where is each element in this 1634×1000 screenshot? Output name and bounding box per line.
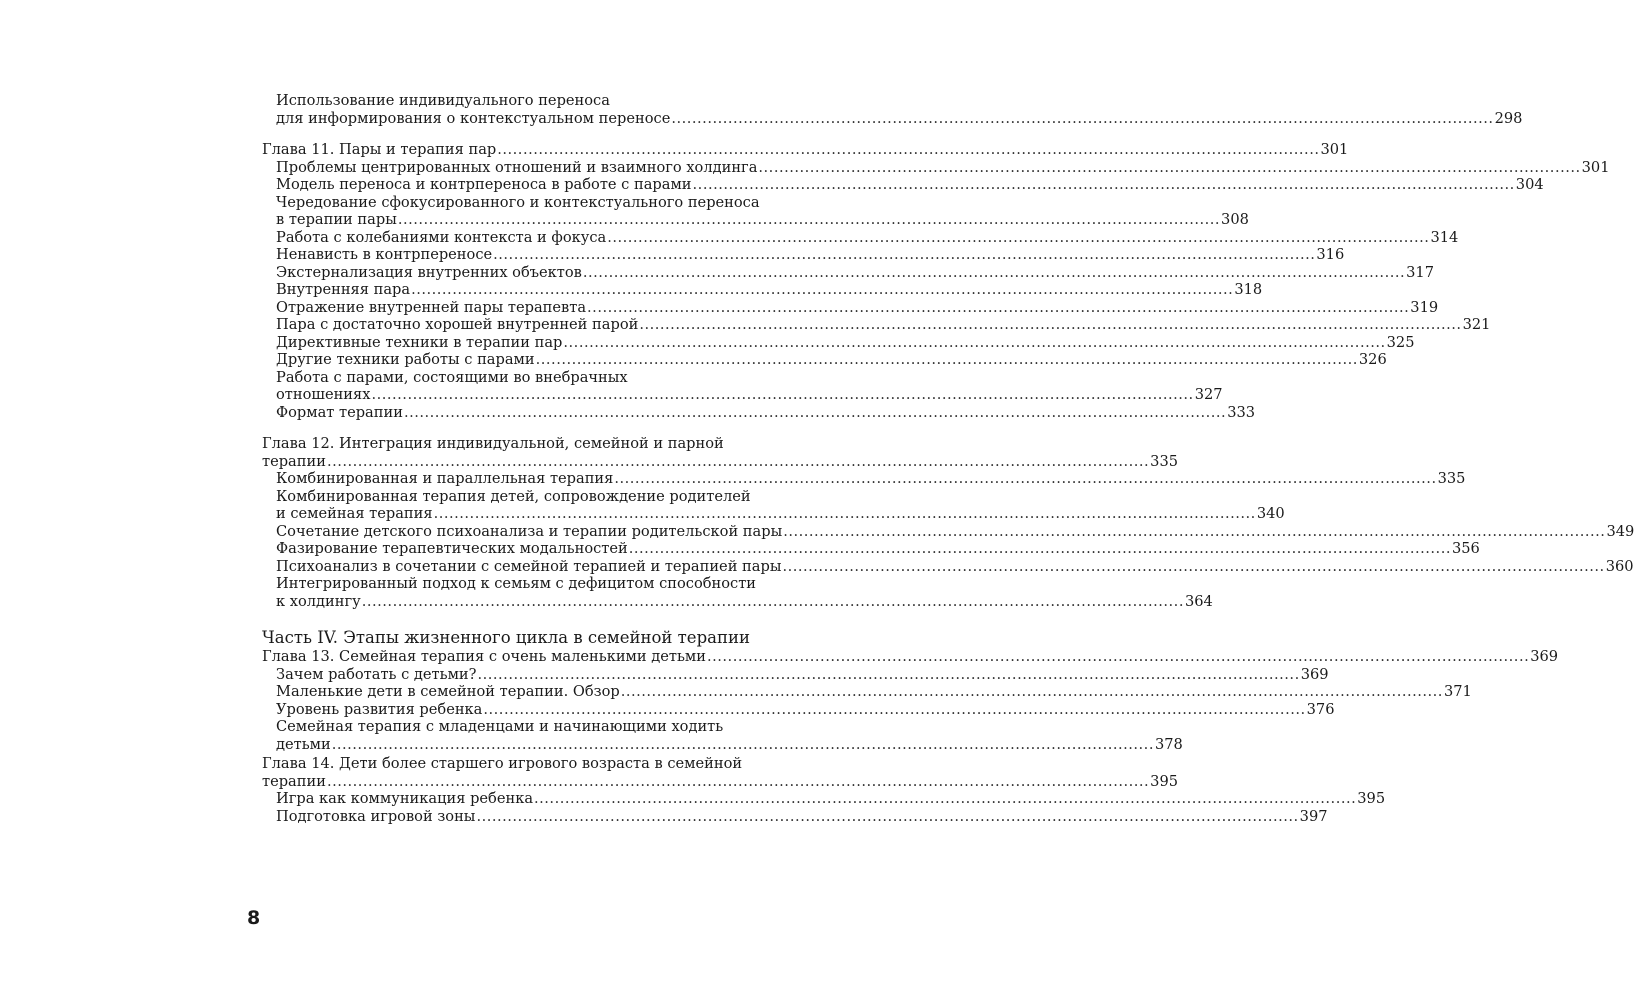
chapter-12-heading[interactable] <box>262 435 742 453</box>
toc-entry-title: Пара с достаточно хорошей внутренней парой <box>276 316 639 333</box>
toc-entry-title: Модель переноса и контрпереноса в работе с парами <box>276 176 692 193</box>
dot-leader <box>493 246 1315 264</box>
toc-entry-title: Отражение внутренней пары терапевта <box>276 298 587 316</box>
toc-entry-page: 369 <box>1300 665 1329 683</box>
toc-entry-page: 376 <box>1306 700 1335 718</box>
chapter-title: терапии <box>262 772 326 790</box>
toc-entry-page: 317 <box>1406 263 1434 281</box>
dot-leader <box>782 558 1604 576</box>
part-title: Часть IV. Этапы жизненного цикла в семейной терапии <box>262 628 750 647</box>
toc-entry-page: 364 <box>1184 592 1213 610</box>
toc-entry[interactable] <box>262 700 1335 719</box>
toc-entry-title: Семейная терапия с младенцами и начинающими ходить <box>276 718 724 735</box>
toc-entry-page: 301 <box>1581 158 1610 176</box>
toc-entry[interactable] <box>262 665 1329 684</box>
toc-entry-page: 304 <box>1515 176 1544 193</box>
toc-entry[interactable] <box>262 505 1285 523</box>
toc-entry-title: Сочетание детского психоанализа и терапии родительской пары <box>276 522 783 540</box>
toc-entry[interactable] <box>262 487 751 506</box>
chapter-11-heading[interactable] <box>262 141 1349 159</box>
toc-entry[interactable] <box>262 540 1480 558</box>
dot-leader <box>707 648 1529 666</box>
dot-leader <box>477 666 1299 684</box>
page-number: 8 <box>247 907 261 929</box>
dot-leader <box>671 110 1493 128</box>
dot-leader <box>563 334 1385 352</box>
dot-leader <box>583 264 1405 282</box>
chapter-12-heading-cont[interactable] <box>262 452 1179 471</box>
toc-entry-title: Работа с колебаниями контекста и фокуса <box>276 228 607 246</box>
toc-entry-title: Комбинированная и параллельная терапия <box>276 470 614 487</box>
dot-leader <box>614 470 1436 488</box>
toc-entry[interactable] <box>262 683 1472 701</box>
dot-leader <box>398 211 1220 229</box>
toc-entry-page: 349 <box>1606 522 1634 540</box>
toc-entry-title: Формат терапии <box>276 403 403 421</box>
dot-leader <box>434 505 1256 523</box>
toc-entry-title: детьми <box>276 735 331 753</box>
toc-entry[interactable] <box>262 735 1183 754</box>
chapter-14-heading-cont[interactable] <box>262 772 1179 791</box>
chapter-title: Глава 12. Интеграция индивидуальной, семейной и парной <box>262 435 724 452</box>
part-4-heading[interactable] <box>262 628 750 648</box>
dot-leader <box>404 404 1226 422</box>
toc-entry[interactable] <box>262 228 1459 247</box>
dot-leader <box>327 773 1149 791</box>
dot-leader <box>497 141 1319 159</box>
toc-entry[interactable] <box>262 298 1439 317</box>
toc-entry-title: Работа с парами, состоящими во внебрачных <box>276 368 628 386</box>
toc-entry-page: 397 <box>1299 807 1328 825</box>
toc-entry[interactable] <box>262 386 1223 404</box>
toc-entry-title: Маленькие дети в семейной терапии. Обзор <box>276 683 620 700</box>
toc-entry-title: Чередование сфокусированного и контекстуального переноса <box>276 193 760 211</box>
dot-leader <box>693 176 1515 194</box>
toc-entry-title: Подготовка игровой зоны <box>276 807 476 825</box>
toc-entry[interactable] <box>262 158 1610 177</box>
toc-entry[interactable] <box>262 351 1387 369</box>
toc-entry[interactable] <box>262 575 757 593</box>
dot-leader <box>587 299 1409 317</box>
toc-entry-title: Игра как коммуникация ребенка <box>276 790 534 807</box>
toc-entry-page: 318 <box>1234 281 1263 298</box>
toc-entry-page: 395 <box>1357 790 1386 807</box>
toc-entry[interactable] <box>262 470 1466 488</box>
dot-leader <box>483 701 1305 719</box>
chapter-title: Глава 13. Семейная терапия с очень маленькими детьми <box>262 648 706 665</box>
dot-leader <box>476 808 1298 826</box>
dot-leader <box>758 159 1580 177</box>
table-of-contents <box>262 92 1634 825</box>
toc-entry[interactable] <box>262 211 1249 229</box>
toc-entry-title: в терапии пары <box>276 211 397 228</box>
toc-entry-page: 335 <box>1437 470 1466 487</box>
toc-entry-title: к холдингу <box>276 592 361 610</box>
toc-entry-page: 360 <box>1605 557 1634 575</box>
toc-entry-title: Фазирование терапевтических модальностей <box>276 540 628 557</box>
toc-entry-page: 356 <box>1451 540 1480 557</box>
dot-leader <box>362 593 1184 611</box>
toc-entry-page: 298 <box>1494 109 1523 127</box>
toc-entry[interactable] <box>262 807 1328 826</box>
toc-entry[interactable] <box>262 193 760 212</box>
toc-entry-title: Зачем работать с детьми? <box>276 665 477 683</box>
toc-entry-title: Использование индивидуального переноса <box>276 92 610 109</box>
toc-entry-title: Экстернализация внутренних объектов <box>276 263 582 281</box>
dot-leader <box>536 351 1358 369</box>
chapter-title: Глава 14. Дети более старшего игрового возраста в семейной <box>262 755 743 772</box>
toc-entry[interactable] <box>262 369 742 387</box>
toc-entry[interactable] <box>262 333 1415 352</box>
toc-entry[interactable] <box>262 316 1491 334</box>
toc-entry-page: 325 <box>1386 333 1415 351</box>
toc-entry-title: Психоанализ в сочетании с семейной терапией и терапией пары <box>276 557 782 575</box>
toc-entry-page: 316 <box>1316 246 1345 263</box>
toc-entry[interactable] <box>262 522 1634 541</box>
toc-entry-title: Проблемы центрированных отношений и взаимного холдинга <box>276 158 758 176</box>
dot-leader <box>411 281 1233 299</box>
chapter-title: терапии <box>262 452 326 470</box>
toc-entry-page: 321 <box>1462 316 1491 333</box>
dot-leader <box>371 386 1193 404</box>
toc-entry-page: 308 <box>1221 211 1249 228</box>
toc-entry-page: 340 <box>1256 505 1285 522</box>
toc-entry[interactable] <box>262 246 1345 264</box>
toc-entry[interactable] <box>262 592 1213 611</box>
toc-entry[interactable] <box>262 281 1263 299</box>
dot-leader <box>621 683 1443 701</box>
toc-entry-title: и семейная терапия <box>276 505 433 522</box>
toc-entry-title: Комбинированная терапия детей, сопровождение родителей <box>276 487 751 505</box>
chapter-page: 335 <box>1150 452 1179 470</box>
toc-entry-page: 333 <box>1227 403 1256 421</box>
toc-entry-page: 319 <box>1410 298 1439 316</box>
toc-entry[interactable] <box>262 263 1434 282</box>
toc-entry-title: Интегрированный подход к семьям с дефицитом способности <box>276 575 757 592</box>
chapter-14-heading[interactable] <box>262 755 742 773</box>
chapter-13-heading[interactable] <box>262 648 1559 666</box>
chapter-page: 395 <box>1150 772 1179 790</box>
dot-leader <box>629 540 1451 558</box>
chapter-page: 301 <box>1320 141 1349 158</box>
toc-entry-title: Другие техники работы с парами <box>276 351 535 368</box>
toc-entry-title: Уровень развития ребенка <box>276 700 483 718</box>
toc-entry-page: 314 <box>1430 228 1459 246</box>
toc-entry-page: 326 <box>1358 351 1387 368</box>
dot-leader <box>327 453 1149 471</box>
dot-leader <box>332 736 1154 754</box>
toc-entry-title: Ненависть в контрпереносе <box>276 246 493 263</box>
toc-entry-page: 327 <box>1194 386 1223 403</box>
toc-entry-title: отношениях <box>276 386 371 403</box>
toc-entry[interactable] <box>262 92 742 110</box>
toc-entry[interactable] <box>262 403 1256 422</box>
toc-entry-page: 378 <box>1154 735 1183 753</box>
toc-entry-page: 371 <box>1443 683 1472 700</box>
toc-entry-title: Внутренняя пара <box>276 281 411 298</box>
chapter-title: Глава 11. Пары и терапия пар <box>262 141 497 158</box>
toc-entry-title: Директивные техники в терапии пар <box>276 333 563 351</box>
toc-entry[interactable] <box>262 176 1544 194</box>
toc-entry[interactable] <box>262 109 1523 128</box>
dot-leader <box>607 229 1429 247</box>
dot-leader <box>783 523 1605 541</box>
toc-entry-title: для информирования о контекстуальном переносе <box>276 109 671 127</box>
toc-entry[interactable] <box>262 790 1386 808</box>
chapter-page: 369 <box>1530 648 1559 665</box>
dot-leader <box>639 316 1461 334</box>
dot-leader <box>534 790 1356 808</box>
toc-entry[interactable] <box>262 557 1634 576</box>
toc-entry[interactable] <box>262 718 742 736</box>
